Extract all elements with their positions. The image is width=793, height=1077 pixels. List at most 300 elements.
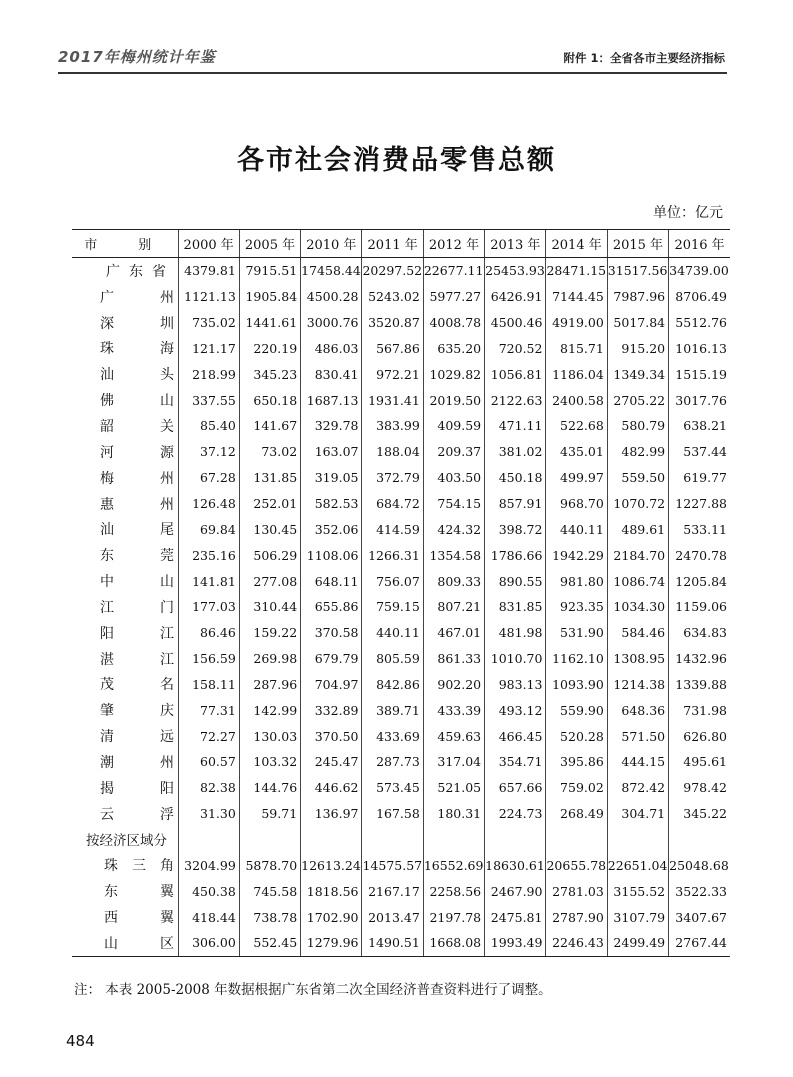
value-cell: 890.55 [485,568,546,594]
unit-label: 单位：亿元 [653,205,723,221]
row-label: 湛江 [100,651,174,668]
value-cell: 5243.02 [362,284,423,310]
value-cell: 4008.78 [423,310,484,336]
value-cell: 329.78 [301,413,362,439]
page-title: 各市社会消费品零售总额 [237,145,556,176]
value-cell: 735.02 [178,310,239,336]
value-cell: 567.86 [362,336,423,362]
value-cell: 983.13 [485,672,546,698]
value-cell: 731.98 [669,697,730,723]
empty-cell [485,827,546,853]
value-cell: 1818.56 [301,878,362,904]
value-cell: 1279.96 [301,930,362,956]
value-cell: 370.58 [301,620,362,646]
value-cell: 1159.06 [669,594,730,620]
value-cell: 533.11 [669,516,730,542]
value-cell: 521.05 [423,775,484,801]
value-cell: 638.21 [669,413,730,439]
value-cell: 2184.70 [607,542,668,568]
value-cell: 103.32 [239,749,300,775]
value-cell: 287.96 [239,672,300,698]
value-cell: 2019.50 [423,387,484,413]
value-cell: 1354.58 [423,542,484,568]
row-label-cell [72,516,178,542]
empty-cell [301,827,362,853]
table-row [72,801,730,827]
value-cell: 968.70 [546,491,607,517]
row-label-cell [72,258,178,284]
row-label-cell [72,439,178,465]
value-cell: 450.18 [485,465,546,491]
value-cell: 2467.90 [485,878,546,904]
value-cell: 86.46 [178,620,239,646]
row-label: 惠州 [100,496,174,513]
value-cell: 915.20 [607,336,668,362]
value-cell: 648.36 [607,697,668,723]
value-cell: 3522.33 [669,878,730,904]
value-cell: 1093.90 [546,672,607,698]
value-cell: 136.97 [301,801,362,827]
column-header-city: 市 别 [72,230,178,258]
value-cell: 370.50 [301,723,362,749]
value-cell: 1668.08 [423,930,484,956]
row-label: 潮州 [100,754,174,771]
row-label: 广东省 [106,263,166,280]
row-label: 韶关 [100,418,174,435]
value-cell: 506.29 [239,542,300,568]
column-header-year: 2000 年 [178,230,239,258]
value-cell: 252.01 [239,491,300,517]
value-cell: 830.41 [301,361,362,387]
value-cell: 1086.74 [607,568,668,594]
value-cell: 424.32 [423,516,484,542]
value-cell: 857.91 [485,491,546,517]
retail-sales-table [72,229,730,957]
row-label: 西翼 [104,910,174,927]
row-label-cell [72,878,178,904]
table-row [72,310,730,336]
value-cell: 923.35 [546,594,607,620]
value-cell: 85.40 [178,413,239,439]
row-label: 山区 [104,935,174,952]
row-label: 佛山 [100,393,174,410]
table-row [72,930,730,956]
value-cell: 130.45 [239,516,300,542]
value-cell: 745.58 [239,878,300,904]
value-cell: 805.59 [362,646,423,672]
value-cell: 489.61 [607,516,668,542]
value-cell: 268.49 [546,801,607,827]
value-cell: 1515.19 [669,361,730,387]
value-cell: 571.50 [607,723,668,749]
value-cell: 7987.96 [607,284,668,310]
row-label: 珠海 [100,341,174,358]
value-cell: 7915.51 [239,258,300,284]
value-cell: 1702.90 [301,904,362,930]
value-cell: 121.17 [178,336,239,362]
value-cell: 3155.52 [607,878,668,904]
value-cell: 493.12 [485,697,546,723]
table-row [72,413,730,439]
value-cell: 188.04 [362,439,423,465]
value-cell: 25453.93 [485,258,546,284]
row-label-cell [72,775,178,801]
value-cell: 531.90 [546,620,607,646]
value-cell: 7144.45 [546,284,607,310]
value-cell: 3107.79 [607,904,668,930]
value-cell: 220.19 [239,336,300,362]
row-label-cell [72,413,178,439]
value-cell: 1034.30 [607,594,668,620]
section-title: 附件 1：全省各市主要经济指标 [563,51,725,65]
value-cell: 499.97 [546,465,607,491]
empty-cell [178,827,239,853]
value-cell: 440.11 [362,620,423,646]
value-cell: 67.28 [178,465,239,491]
value-cell: 1214.38 [607,672,668,698]
value-cell: 2499.49 [607,930,668,956]
value-cell: 28471.15 [546,258,607,284]
value-cell: 352.06 [301,516,362,542]
value-cell: 635.20 [423,336,484,362]
value-cell: 2787.90 [546,904,607,930]
value-cell: 1432.96 [669,646,730,672]
value-cell: 1349.34 [607,361,668,387]
value-cell: 2197.78 [423,904,484,930]
table-row [72,594,730,620]
value-cell: 60.57 [178,749,239,775]
value-cell: 1016.13 [669,336,730,362]
value-cell: 1786.66 [485,542,546,568]
row-label: 中山 [100,574,174,591]
value-cell: 522.68 [546,413,607,439]
value-cell: 2470.78 [669,542,730,568]
value-cell: 345.23 [239,361,300,387]
value-cell: 1029.82 [423,361,484,387]
value-cell: 142.99 [239,697,300,723]
value-cell: 158.11 [178,672,239,698]
value-cell: 902.20 [423,672,484,698]
value-cell: 156.59 [178,646,239,672]
value-cell: 972.21 [362,361,423,387]
value-cell: 414.59 [362,516,423,542]
value-cell: 72.27 [178,723,239,749]
row-label-cell [72,542,178,568]
value-cell: 4919.00 [546,310,607,336]
value-cell: 759.15 [362,594,423,620]
value-cell: 304.71 [607,801,668,827]
row-label: 清远 [100,729,174,746]
value-cell: 831.85 [485,594,546,620]
table-row [72,697,730,723]
value-cell: 495.61 [669,749,730,775]
value-cell: 126.48 [178,491,239,517]
table-row [72,542,730,568]
value-cell: 738.78 [239,904,300,930]
value-cell: 446.62 [301,775,362,801]
row-label-cell [72,723,178,749]
yearbook-title: 2017年梅州统计年鉴 [58,48,216,66]
value-cell: 25048.68 [669,852,730,878]
value-cell: 450.38 [178,878,239,904]
value-cell: 1339.88 [669,672,730,698]
value-cell: 141.67 [239,413,300,439]
row-label: 江门 [100,599,174,616]
value-cell: 440.11 [546,516,607,542]
value-cell: 381.02 [485,439,546,465]
table-row [72,439,730,465]
value-cell: 2122.63 [485,387,546,413]
row-label-cell [72,568,178,594]
row-label: 广州 [100,289,174,306]
value-cell: 648.11 [301,568,362,594]
value-cell: 655.86 [301,594,362,620]
row-label-cell [72,646,178,672]
value-cell: 520.28 [546,723,607,749]
value-cell: 657.66 [485,775,546,801]
table-row [72,258,730,284]
row-label-cell [72,904,178,930]
value-cell: 435.01 [546,439,607,465]
column-header-year: 2010 年 [301,230,362,258]
row-label-cell [72,620,178,646]
empty-cell [423,827,484,853]
row-label: 阳江 [100,625,174,642]
value-cell: 1993.49 [485,930,546,956]
value-cell: 3000.76 [301,310,362,336]
value-cell: 573.45 [362,775,423,801]
value-cell: 77.31 [178,697,239,723]
value-cell: 209.37 [423,439,484,465]
row-label-cell [72,361,178,387]
value-cell: 1266.31 [362,542,423,568]
table-row [72,491,730,517]
value-cell: 2767.44 [669,930,730,956]
value-cell: 756.07 [362,568,423,594]
row-label-cell [72,465,178,491]
value-cell: 634.83 [669,620,730,646]
value-cell: 580.79 [607,413,668,439]
table-row [72,723,730,749]
row-label-cell [72,749,178,775]
value-cell: 2781.03 [546,878,607,904]
value-cell: 17458.44 [301,258,362,284]
table-header-row [72,230,730,258]
header-rule [58,72,727,74]
value-cell: 332.89 [301,697,362,723]
value-cell: 5977.27 [423,284,484,310]
column-header-year: 2014 年 [546,230,607,258]
table-row [72,646,730,672]
value-cell: 14575.57 [362,852,423,878]
value-cell: 2167.17 [362,878,423,904]
value-cell: 310.44 [239,594,300,620]
value-cell: 1441.61 [239,310,300,336]
value-cell: 177.03 [178,594,239,620]
value-cell: 861.33 [423,646,484,672]
empty-cell [546,827,607,853]
row-label-cell [72,930,178,956]
value-cell: 759.02 [546,775,607,801]
value-cell: 444.15 [607,749,668,775]
row-label: 河源 [100,444,174,461]
value-cell: 3017.76 [669,387,730,413]
group-label: 按经济区域分 [86,833,167,850]
column-header-year: 2011 年 [362,230,423,258]
value-cell: 1162.10 [546,646,607,672]
value-cell: 159.22 [239,620,300,646]
value-cell: 269.98 [239,646,300,672]
row-label: 东莞 [100,548,174,565]
value-cell: 354.71 [485,749,546,775]
value-cell: 8706.49 [669,284,730,310]
value-cell: 82.38 [178,775,239,801]
value-cell: 167.58 [362,801,423,827]
value-cell: 2246.43 [546,930,607,956]
value-cell: 34739.00 [669,258,730,284]
value-cell: 481.98 [485,620,546,646]
value-cell: 131.85 [239,465,300,491]
value-cell: 5017.84 [607,310,668,336]
value-cell: 319.05 [301,465,362,491]
value-cell: 1010.70 [485,646,546,672]
value-cell: 482.99 [607,439,668,465]
value-cell: 626.80 [669,723,730,749]
table-row [72,336,730,362]
row-label: 深圳 [100,315,174,332]
value-cell: 224.73 [485,801,546,827]
value-cell: 1490.51 [362,930,423,956]
value-cell: 418.44 [178,904,239,930]
group-row [72,827,730,853]
value-cell: 317.04 [423,749,484,775]
row-label: 揭阳 [100,780,174,797]
value-cell: 2475.81 [485,904,546,930]
table-row [72,852,730,878]
value-cell: 2400.58 [546,387,607,413]
empty-cell [669,827,730,853]
row-label: 珠三角 [104,858,174,875]
row-label-cell [72,310,178,336]
value-cell: 1308.95 [607,646,668,672]
page-number: 484 [66,1032,95,1050]
value-cell: 218.99 [178,361,239,387]
value-cell: 2258.56 [423,878,484,904]
row-label-cell [72,801,178,827]
value-cell: 1905.84 [239,284,300,310]
value-cell: 552.45 [239,930,300,956]
row-label: 汕头 [100,367,174,384]
column-header-year: 2013 年 [485,230,546,258]
column-header-year: 2015 年 [607,230,668,258]
value-cell: 1205.84 [669,568,730,594]
value-cell: 163.07 [301,439,362,465]
value-cell: 3520.87 [362,310,423,336]
value-cell: 679.79 [301,646,362,672]
empty-cell [239,827,300,853]
value-cell: 584.46 [607,620,668,646]
value-cell: 337.55 [178,387,239,413]
value-cell: 144.76 [239,775,300,801]
table-row [72,620,730,646]
row-label: 汕尾 [100,522,174,539]
value-cell: 433.69 [362,723,423,749]
value-cell: 372.79 [362,465,423,491]
empty-cell [607,827,668,853]
table-row [72,387,730,413]
value-cell: 31517.56 [607,258,668,284]
value-cell: 537.44 [669,439,730,465]
value-cell: 16552.69 [423,852,484,878]
value-cell: 1942.29 [546,542,607,568]
table-row [72,672,730,698]
value-cell: 704.97 [301,672,362,698]
row-label: 梅州 [100,470,174,487]
table-row [72,284,730,310]
value-cell: 389.71 [362,697,423,723]
value-cell: 1227.88 [669,491,730,517]
row-label: 茂名 [100,677,174,694]
value-cell: 22677.11 [423,258,484,284]
value-cell: 69.84 [178,516,239,542]
table-row [72,516,730,542]
row-label-cell [72,852,178,878]
row-label-cell [72,697,178,723]
value-cell: 398.72 [485,516,546,542]
value-cell: 3204.99 [178,852,239,878]
table-row [72,775,730,801]
row-label-cell [72,491,178,517]
row-label: 云浮 [100,806,174,823]
row-label-cell [72,284,178,310]
value-cell: 815.71 [546,336,607,362]
value-cell: 471.11 [485,413,546,439]
table-row [72,568,730,594]
row-label-cell [72,387,178,413]
value-cell: 459.63 [423,723,484,749]
value-cell: 433.39 [423,697,484,723]
value-cell: 754.15 [423,491,484,517]
value-cell: 3407.67 [669,904,730,930]
value-cell: 20297.52 [362,258,423,284]
column-header-year: 2005 年 [239,230,300,258]
table-row [72,465,730,491]
value-cell: 720.52 [485,336,546,362]
value-cell: 20655.78 [546,852,607,878]
value-cell: 18630.61 [485,852,546,878]
value-cell: 4379.81 [178,258,239,284]
value-cell: 31.30 [178,801,239,827]
table-row [72,361,730,387]
value-cell: 4500.46 [485,310,546,336]
value-cell: 306.00 [178,930,239,956]
value-cell: 650.18 [239,387,300,413]
value-cell: 5878.70 [239,852,300,878]
row-label-cell [72,336,178,362]
value-cell: 1056.81 [485,361,546,387]
value-cell: 807.21 [423,594,484,620]
value-cell: 277.08 [239,568,300,594]
row-label-cell [72,594,178,620]
value-cell: 180.31 [423,801,484,827]
value-cell: 559.50 [607,465,668,491]
value-cell: 467.01 [423,620,484,646]
footnote: 注： 本表 2005-2008 年数据根据广东省第二次全国经济普查资料进行了调整。 [74,982,552,998]
value-cell: 466.45 [485,723,546,749]
table-row [72,749,730,775]
value-cell: 1186.04 [546,361,607,387]
value-cell: 235.16 [178,542,239,568]
